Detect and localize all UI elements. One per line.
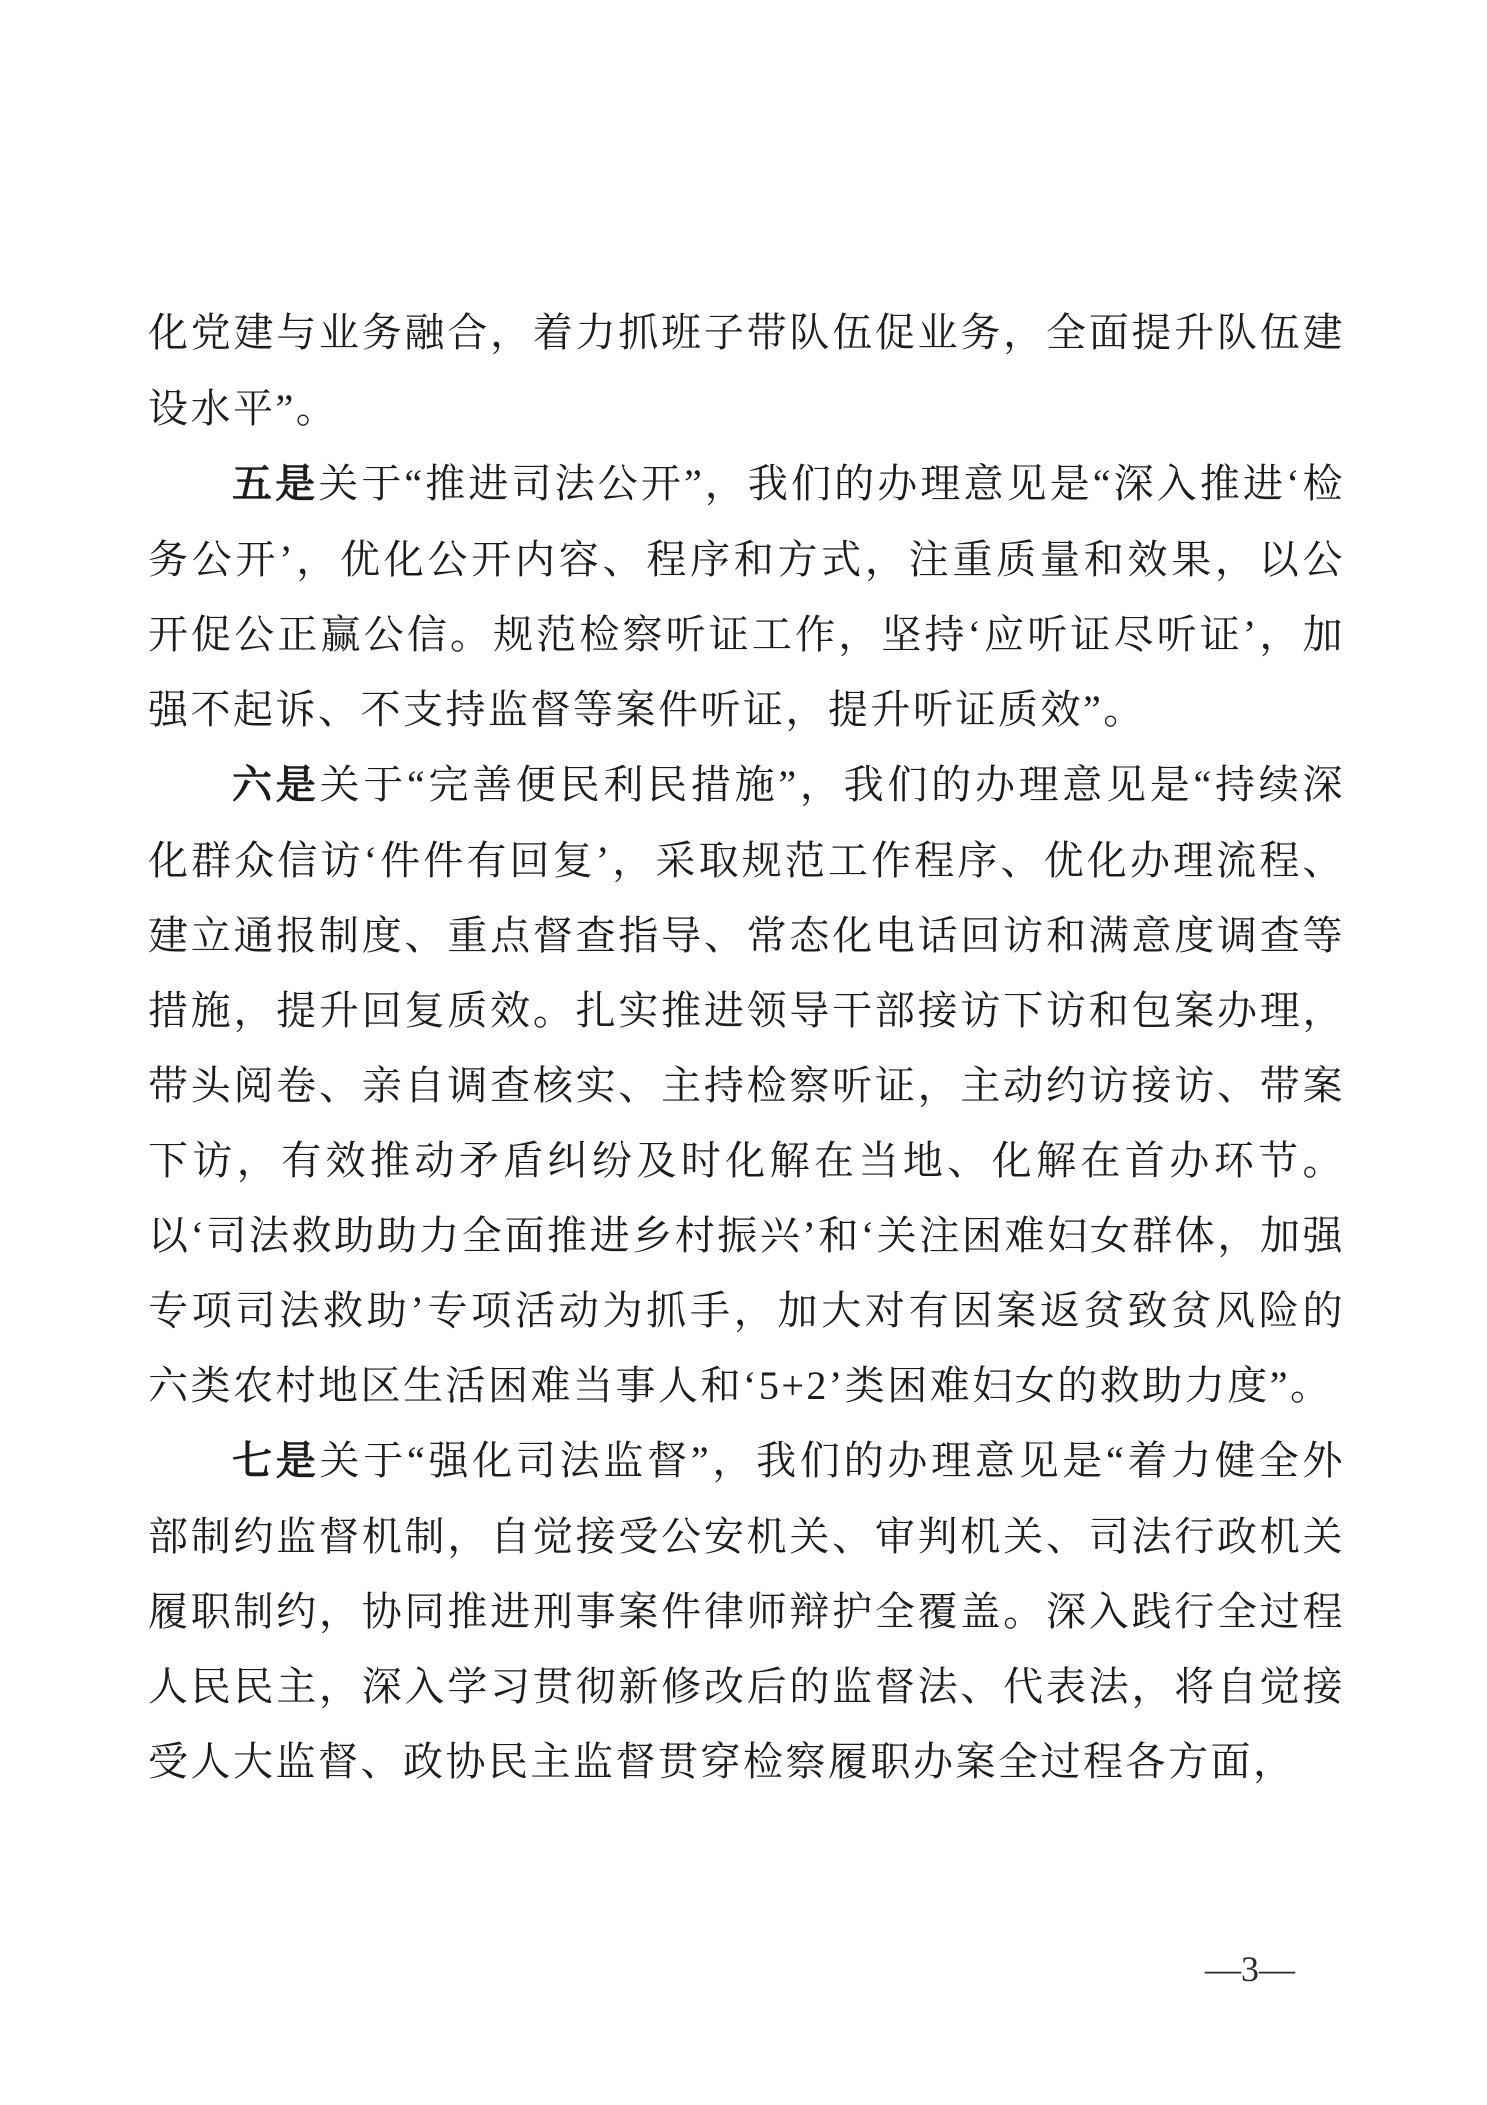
paragraph-text: 化党建与业务融合，着力抓班子带队伍促业务，全面提升队伍建设水平”。 [148,310,1345,431]
paragraph-lead: 五是 [232,462,319,506]
paragraph-item-five [148,446,1345,747]
paragraph-text: 关于“推进司法公开”，我们的办理意见是“深入推进‘检务公开’，优化公开内容、程序和方式，注重质量和效果，以公开促公正赢公信。规范检察听证工作，坚持‘应听证尽听证’，加强不起诉、不支持监督等案件听证，提升听证质效”。 [148,461,1345,732]
paragraph-text: 关于“完善便民利民措施”，我们的办理意见是“持续深化群众信访‘件件有回复’，采取规范工作程序、优化办理流程、建立通报制度、重点督查指导、常态化电话回访和满意度调查等措施，提升回复质效。扎实推进领导干部接访下访和包案办理，带头阅卷、亲自调查核实、主持检察听证，主动约访接访、带案下访，有效推动矛盾纠纷及时化解在当地、化解在首办环节。以‘司法救助助力全面推进乡村振兴’和‘关注困难妇女群体，加强专项司法救助’专项活动为抓手，加大对有因案返贫致贫风险的六类农村地区生活困难当事人和‘5+2’类困难妇女的救助力度”。 [148,762,1346,1408]
page-number: —3— [1205,1949,1295,1989]
paragraph-item-six [148,747,1345,1423]
document-body [148,295,1345,1799]
paragraph-item-seven [148,1423,1345,1799]
paragraph-lead: 七是 [232,1439,320,1483]
paragraph-continuation [148,295,1345,446]
paragraph-lead: 六是 [232,763,320,807]
paragraph-text: 关于“强化司法监督”，我们的办理意见是“着力健全外部制约监督机制，自觉接受公安机关、审判机关、司法行政机关履职制约，协同推进刑事案件律师辩护全覆盖。深入践行全过程人民民主，深入学习贯彻新修改后的监督法、代表法，将自觉接受人大监督、政协民主监督贯穿检察履职办案全过程各方面， [148,1438,1346,1784]
